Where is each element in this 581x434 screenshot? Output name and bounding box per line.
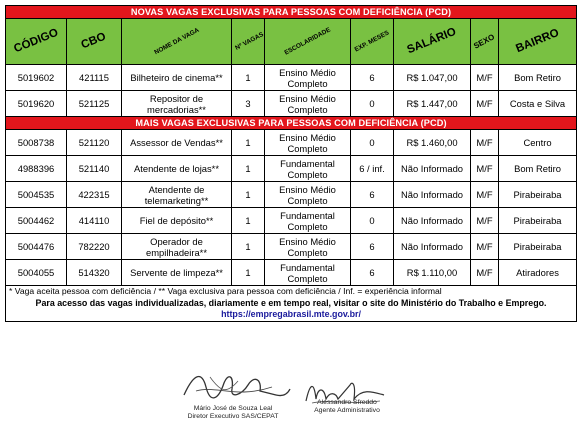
cell-sexo: M/F [471, 130, 499, 156]
access-link[interactable]: https://empregabrasil.mte.gov.br/ [221, 308, 361, 319]
cell-bairro: Pirabeiraba [499, 234, 577, 260]
banner-more-vacancies [6, 117, 577, 130]
cell-nome: Servente de limpeza** [122, 260, 232, 286]
cell-cbo: 422315 [67, 182, 122, 208]
job-listing-sheet [5, 5, 576, 322]
cell-nome: Repositor de mercadorias** [122, 91, 232, 117]
cell-escolaridade: Fundamental Completo [265, 208, 351, 234]
cell-sexo: M/F [471, 65, 499, 91]
cell-bairro: Bom Retiro [499, 156, 577, 182]
cell-exp: 6 [351, 182, 394, 208]
cell-cbo: 514320 [67, 260, 122, 286]
header-codigo: CÓDIGO [6, 19, 67, 65]
cell-salario: R$ 1.110,00 [394, 260, 471, 286]
cell-codigo: 4988396 [6, 156, 67, 182]
cell-cbo: 421115 [67, 65, 122, 91]
table-row [6, 130, 577, 156]
cell-escolaridade: Ensino Médio Completo [265, 234, 351, 260]
signature-block-director [176, 365, 296, 421]
signature-role-agent: Agente Administrativo [314, 407, 380, 414]
cell-sexo: M/F [471, 234, 499, 260]
cell-escolaridade: Fundamental Completo [265, 260, 351, 286]
header-bairro: BAIRRO [499, 19, 577, 65]
cell-vagas: 1 [232, 260, 265, 286]
header-escolaridade: ESCOLARIDADE [265, 19, 351, 65]
handwritten-signature-director [176, 365, 296, 407]
cell-vagas: 1 [232, 65, 265, 91]
cell-salario: Não Informado [394, 182, 471, 208]
cell-bairro: Centro [499, 130, 577, 156]
header-exp-meses: EXP. MESES [351, 19, 394, 65]
more-vacancies-body [6, 130, 577, 286]
cell-exp: 0 [351, 130, 394, 156]
footnote-text: * Vaga aceita pessoa com deficiência / ** Vaga exclusiva para pessoa com deficiência / Inf. = experiência informal [6, 286, 577, 298]
cell-escolaridade: Ensino Médio Completo [265, 65, 351, 91]
cell-cbo: 782220 [67, 234, 122, 260]
header-salario: SALÁRIO [394, 19, 471, 65]
cell-vagas: 1 [232, 156, 265, 182]
table-header-row [6, 19, 577, 65]
table-row [6, 65, 577, 91]
table-row [6, 234, 577, 260]
cell-bairro: Atiradores [499, 260, 577, 286]
header-sexo: SEXO [471, 19, 499, 65]
cell-codigo: 5019620 [6, 91, 67, 117]
access-info-text: Para acesso das vagas individualizadas, diariamente e em tempo real, visitar o site do Ministério do Trabalho e Emprego. [35, 297, 547, 308]
cell-bairro: Pirabeiraba [499, 208, 577, 234]
signature-name-agent: Alessandro Sfreddo [317, 399, 377, 406]
cell-cbo: 521140 [67, 156, 122, 182]
cell-exp: 6 [351, 234, 394, 260]
cell-escolaridade: Ensino Médio Completo [265, 91, 351, 117]
cell-salario: Não Informado [394, 234, 471, 260]
cell-sexo: M/F [471, 156, 499, 182]
cell-nome: Atendente de lojas** [122, 156, 232, 182]
cell-nome: Operador de empilhadeira** [122, 234, 232, 260]
cell-codigo: 5004055 [6, 260, 67, 286]
table-row [6, 208, 577, 234]
cell-cbo: 414110 [67, 208, 122, 234]
cell-vagas: 1 [232, 182, 265, 208]
signature-block-agent [300, 377, 390, 415]
cell-cbo: 521120 [67, 130, 122, 156]
banner-more-title: MAIS VAGAS EXCLUSIVAS PARA PESSOAS COM DEFICIÊNCIA (PCD) [6, 117, 577, 130]
cell-vagas: 3 [232, 91, 265, 117]
cell-codigo: 5008738 [6, 130, 67, 156]
banner-new-vacancies [6, 6, 577, 19]
cell-codigo: 5004476 [6, 234, 67, 260]
table-row [6, 156, 577, 182]
banner-new-title: NOVAS VAGAS EXCLUSIVAS PARA PESSOAS COM DEFICIÊNCIA (PCD) [6, 6, 577, 19]
cell-cbo: 521125 [67, 91, 122, 117]
signature-name-director: Mário José de Souza Leal [193, 405, 273, 412]
new-vacancies-body [6, 65, 577, 117]
cell-codigo: 5004535 [6, 182, 67, 208]
cell-vagas: 1 [232, 208, 265, 234]
cell-exp: 6 / inf. [351, 156, 394, 182]
cell-sexo: M/F [471, 260, 499, 286]
cell-bairro: Bom Retiro [499, 65, 577, 91]
cell-exp: 6 [351, 260, 394, 286]
cell-salario: Não Informado [394, 208, 471, 234]
cell-exp: 0 [351, 208, 394, 234]
vacancy-table [5, 5, 577, 322]
cell-nome: Bilheteiro de cinema** [122, 65, 232, 91]
cell-codigo: 5019602 [6, 65, 67, 91]
cell-bairro: Pirabeiraba [499, 182, 577, 208]
cell-vagas: 1 [232, 234, 265, 260]
cell-nome: Assessor de Vendas** [122, 130, 232, 156]
table-row [6, 260, 577, 286]
cell-nome: Atendente de telemarketing** [122, 182, 232, 208]
cell-salario: R$ 1.460,00 [394, 130, 471, 156]
cell-escolaridade: Ensino Médio Completo [265, 182, 351, 208]
cell-sexo: M/F [471, 91, 499, 117]
header-cbo: CBO [67, 19, 122, 65]
cell-salario: Não Informado [394, 156, 471, 182]
cell-vagas: 1 [232, 130, 265, 156]
access-info-row [6, 297, 577, 321]
cell-nome: Fiel de depósito** [122, 208, 232, 234]
cell-codigo: 5004462 [6, 208, 67, 234]
cell-sexo: M/F [471, 182, 499, 208]
header-nome-vaga: NOME DA VAGA [122, 19, 232, 65]
cell-salario: R$ 1.047,00 [394, 65, 471, 91]
table-row [6, 91, 577, 117]
cell-escolaridade: Ensino Médio Completo [265, 130, 351, 156]
cell-salario: R$ 1.447,00 [394, 91, 471, 117]
signature-role-director: Diretor Executivo SAS/CEPAT [187, 413, 279, 420]
cell-escolaridade: Fundamental Completo [265, 156, 351, 182]
cell-sexo: M/F [471, 208, 499, 234]
cell-exp: 0 [351, 91, 394, 117]
cell-bairro: Costa e Silva [499, 91, 577, 117]
table-row [6, 182, 577, 208]
header-num-vagas: Nº VAGAS [232, 19, 265, 65]
access-info-cell [6, 297, 577, 321]
footnote-row [6, 286, 577, 298]
cell-exp: 6 [351, 65, 394, 91]
